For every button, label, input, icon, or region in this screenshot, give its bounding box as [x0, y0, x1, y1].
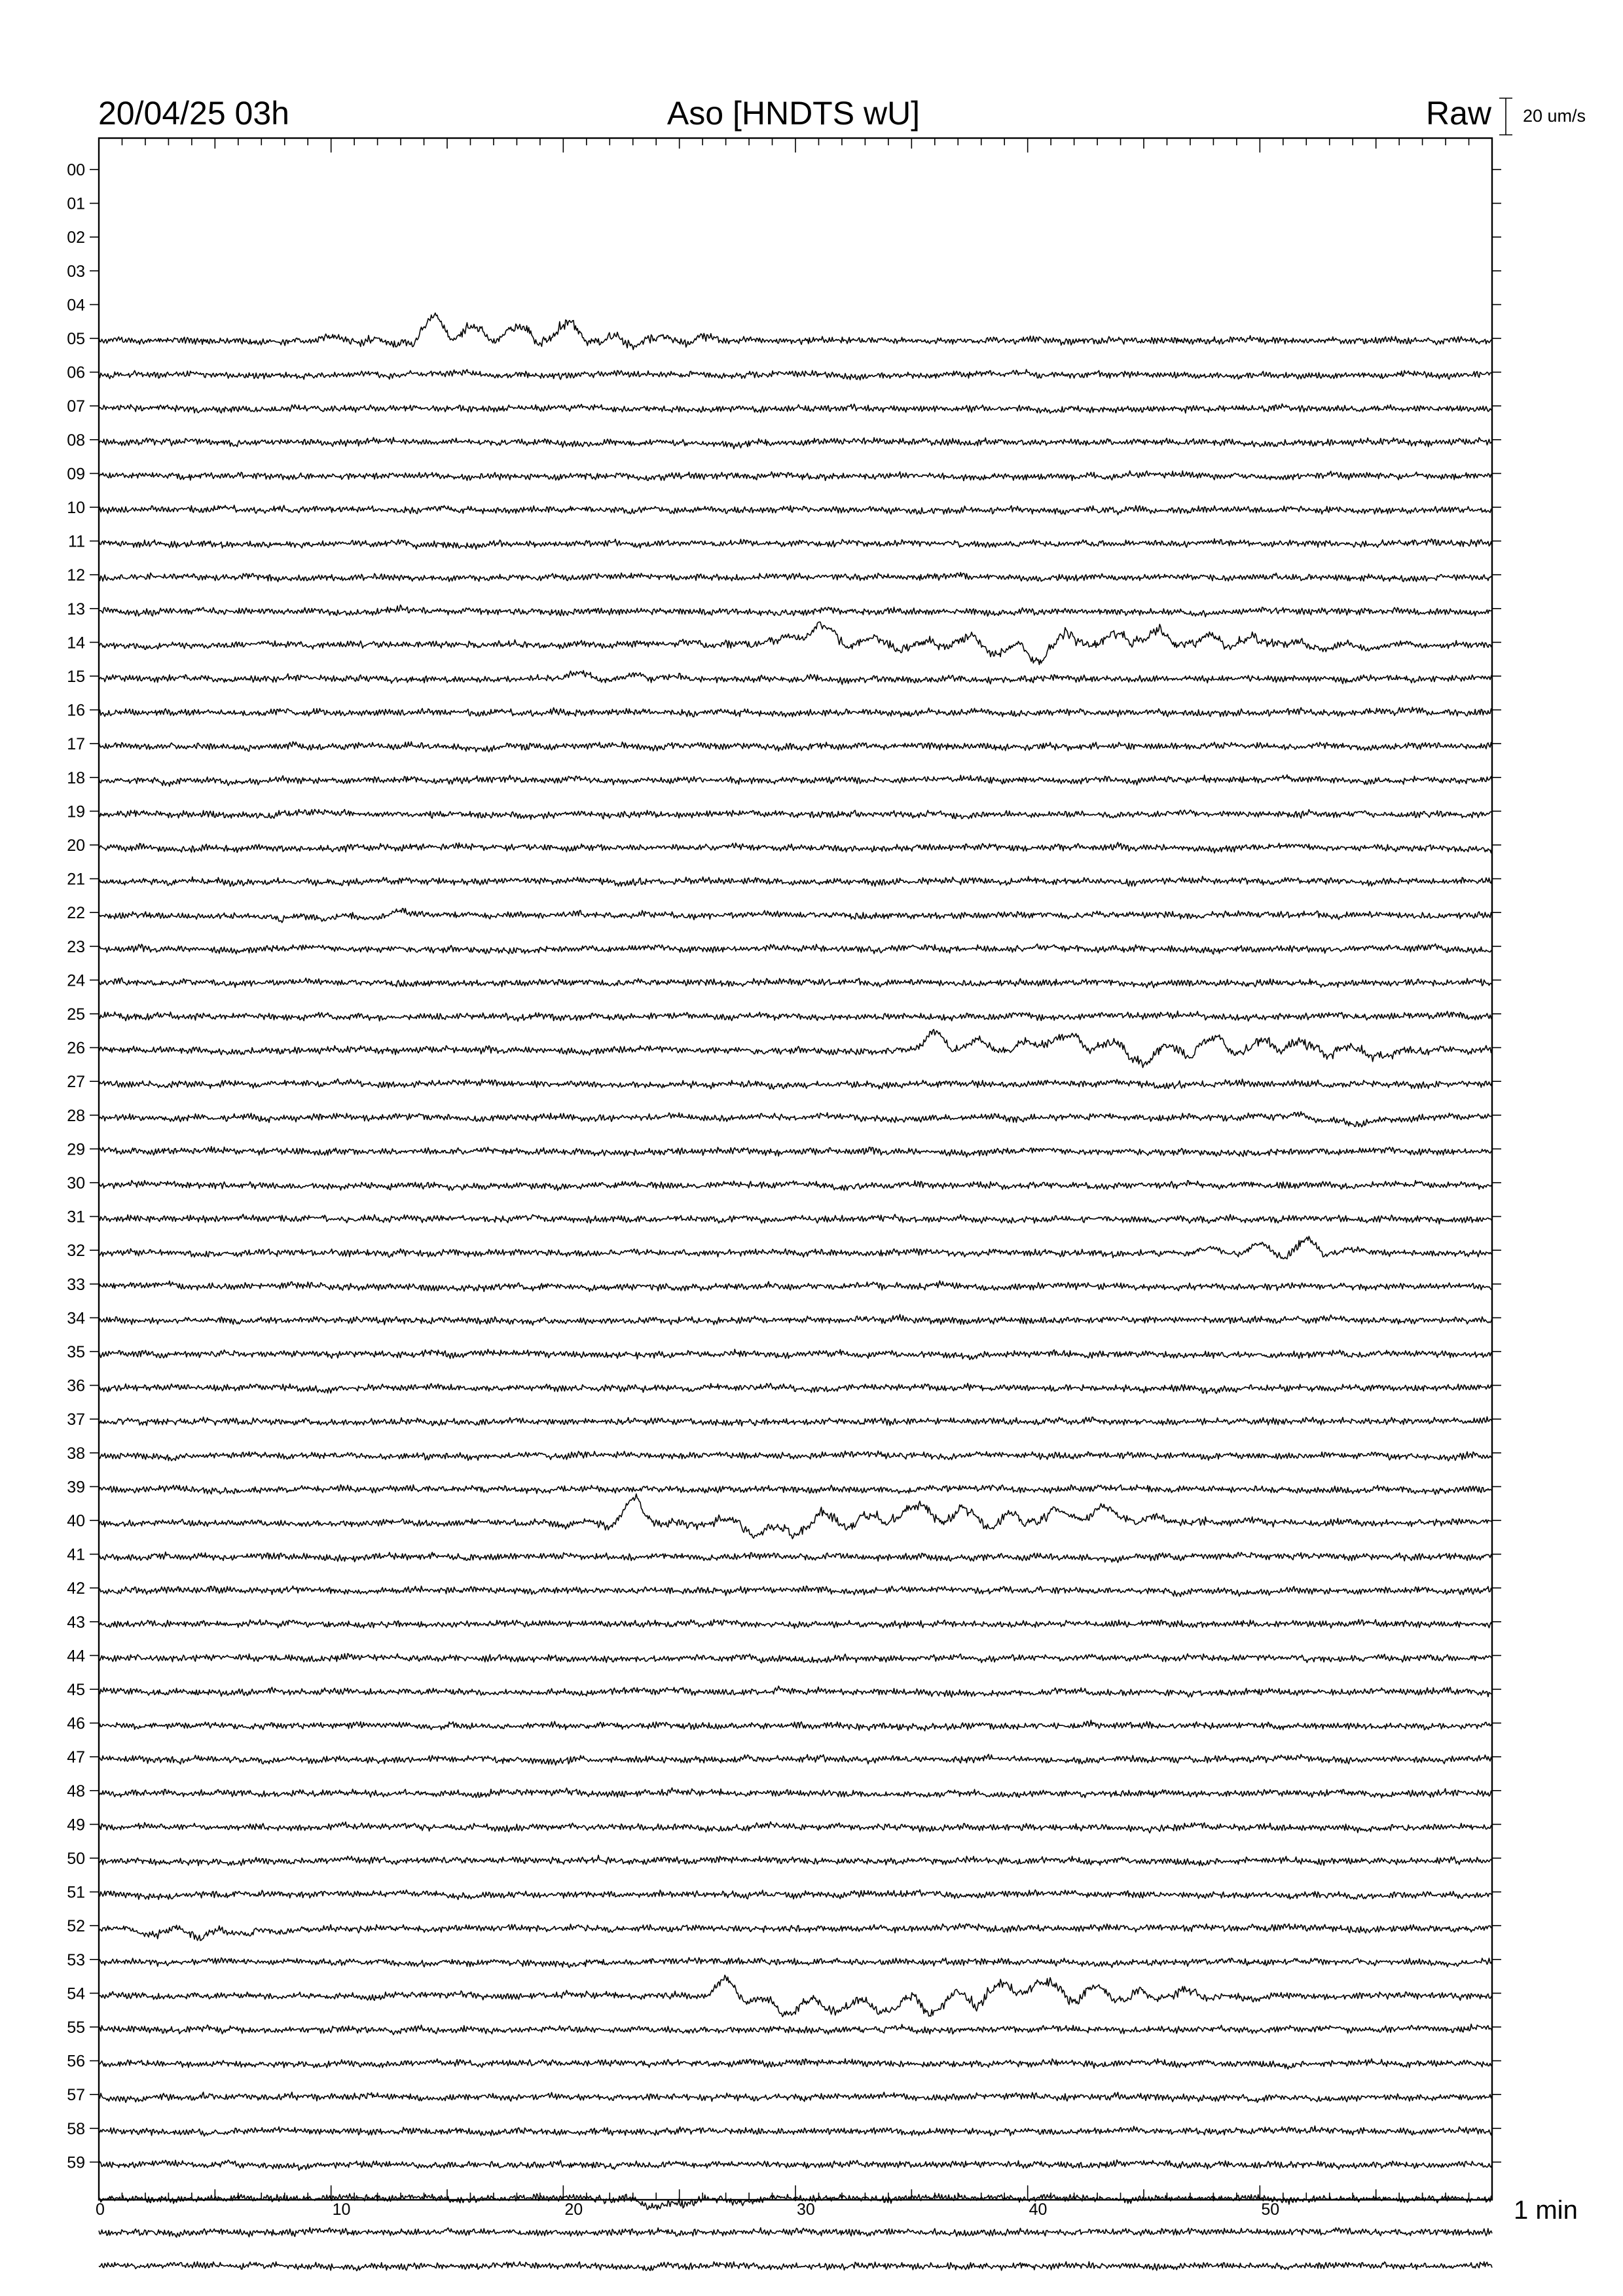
- row-label: 24: [67, 971, 85, 990]
- row-label: 12: [67, 566, 85, 585]
- x-tick-label: 40: [1029, 2200, 1048, 2219]
- row-label: 56: [67, 2052, 85, 2071]
- row-label: 21: [67, 870, 85, 889]
- trace-line: [99, 1958, 1492, 1967]
- trace-line: [99, 1383, 1492, 1393]
- trace-line: [99, 1720, 1492, 1731]
- trace-line: [99, 1030, 1492, 1067]
- row-label: 25: [67, 1005, 85, 1024]
- row-label: 28: [67, 1106, 85, 1125]
- x-tick-label: 50: [1261, 2200, 1280, 2219]
- trace-line: [99, 573, 1492, 582]
- row-label: 04: [67, 296, 85, 315]
- trace-line: [99, 1586, 1492, 1596]
- x-tick-label: 30: [797, 2200, 815, 2219]
- row-label: 18: [67, 768, 85, 787]
- row-label: 48: [67, 1782, 85, 1801]
- trace-line: [99, 404, 1492, 414]
- row-label: 36: [67, 1376, 85, 1395]
- trace-line: [99, 539, 1492, 549]
- row-label: 02: [67, 228, 85, 247]
- row-label: 39: [67, 1478, 85, 1497]
- trace-line: [99, 1653, 1492, 1662]
- trace-line: [99, 1788, 1492, 1799]
- row-label: 00: [67, 161, 85, 179]
- trace-line: [99, 978, 1492, 988]
- tick-marks: [90, 138, 1501, 2200]
- row-label: 45: [67, 1681, 85, 1699]
- row-label: 41: [67, 1545, 85, 1564]
- trace-line: [99, 1314, 1492, 1325]
- trace-line: [99, 1754, 1492, 1765]
- row-label: 13: [67, 600, 85, 619]
- trace-line: [99, 1856, 1492, 1866]
- trace-line: [99, 2024, 1492, 2035]
- plot-frame: [99, 138, 1492, 2200]
- row-label: 40: [67, 1512, 85, 1530]
- row-label: 34: [67, 1309, 85, 1328]
- trace-line: [99, 1181, 1492, 1191]
- trace-line: [99, 1011, 1492, 1022]
- trace-line: [99, 2126, 1492, 2136]
- row-label: 38: [67, 1444, 85, 1463]
- row-label: 32: [67, 1242, 85, 1261]
- row-label: 42: [67, 1579, 85, 1598]
- trace-line: [99, 1494, 1492, 1539]
- row-label: 55: [67, 2018, 85, 2037]
- row-label: 26: [67, 1039, 85, 1058]
- trace-line: [99, 671, 1492, 685]
- trace-line: [99, 2160, 1492, 2170]
- row-label: 15: [67, 668, 85, 686]
- row-label: 49: [67, 1816, 85, 1835]
- trace-line: [99, 605, 1492, 617]
- row-label: 17: [67, 735, 85, 754]
- trace-line: [99, 1552, 1492, 1562]
- row-label: 07: [67, 397, 85, 416]
- trace-line: [99, 1236, 1492, 1259]
- trace-line: [99, 471, 1492, 480]
- x-tick-label: 10: [332, 2200, 351, 2219]
- trace-line: [99, 505, 1492, 515]
- trace-line: [99, 1349, 1492, 1359]
- trace-line: [99, 1975, 1492, 2017]
- row-label: 10: [67, 499, 85, 517]
- trace-line: [99, 1485, 1492, 1495]
- row-label: 35: [67, 1343, 85, 1361]
- trace-line: [99, 2058, 1492, 2069]
- row-label: 03: [67, 262, 85, 281]
- trace-line: [99, 1111, 1492, 1126]
- trace-line: [99, 1147, 1492, 1157]
- row-label: 11: [68, 532, 85, 551]
- row-label: 09: [67, 465, 85, 484]
- row-label: 33: [67, 1275, 85, 1294]
- header-mode: Raw: [1425, 95, 1491, 132]
- row-label: 43: [67, 1613, 85, 1632]
- row-label: 19: [67, 802, 85, 821]
- trace-line: [99, 775, 1492, 787]
- row-label: 57: [67, 2086, 85, 2105]
- trace-line: [99, 842, 1492, 853]
- row-label: 53: [67, 1950, 85, 1969]
- header-station: Aso [HNDTS wU]: [666, 95, 921, 132]
- row-label: 46: [67, 1714, 85, 1733]
- row-label: 14: [67, 634, 85, 653]
- row-label: 23: [67, 937, 85, 956]
- header-datetime: 20/04/25 03h: [98, 95, 289, 132]
- row-label: 05: [67, 330, 85, 348]
- row-label: 16: [67, 701, 85, 720]
- trace-line: [99, 1417, 1492, 1426]
- trace-line: [99, 2227, 1492, 2237]
- row-label: 44: [67, 1647, 85, 1666]
- row-label: 29: [67, 1140, 85, 1159]
- row-label: 27: [67, 1073, 85, 1092]
- row-label: 51: [67, 1883, 85, 1902]
- trace-line: [99, 2262, 1492, 2271]
- row-label: 37: [67, 1410, 85, 1429]
- row-label: 31: [67, 1208, 85, 1227]
- trace-line: [99, 742, 1492, 752]
- trace-line: [99, 876, 1492, 886]
- row-label: 30: [67, 1174, 85, 1193]
- trace-line: [99, 1924, 1492, 1941]
- x-tick-label: 20: [564, 2200, 583, 2219]
- row-label: 06: [67, 363, 85, 382]
- trace-line: [99, 437, 1492, 448]
- row-labels: [67, 161, 85, 2172]
- row-label: 01: [67, 194, 85, 213]
- scale-label: 20 um/s: [1523, 106, 1586, 126]
- trace-line: [99, 622, 1492, 664]
- row-label: 58: [67, 2119, 85, 2138]
- row-label: 20: [67, 836, 85, 855]
- traces: [99, 313, 1492, 2270]
- trace-line: [99, 1079, 1492, 1090]
- row-label: 47: [67, 1748, 85, 1767]
- x-axis-label: 1 min: [1514, 2196, 1578, 2225]
- x-tick-label: 0: [96, 2200, 105, 2219]
- trace-line: [99, 2092, 1492, 2103]
- row-label: 59: [67, 2153, 85, 2172]
- row-label: 22: [67, 904, 85, 923]
- trace-line: [99, 944, 1492, 954]
- trace-line: [99, 1686, 1492, 1697]
- trace-line: [99, 908, 1492, 923]
- trace-line: [99, 313, 1492, 350]
- trace-line: [99, 369, 1492, 380]
- trace-line: [99, 1890, 1492, 1899]
- trace-line: [99, 1451, 1492, 1461]
- trace-line: [99, 1619, 1492, 1628]
- row-label: 08: [67, 431, 85, 450]
- trace-line: [99, 1281, 1492, 1292]
- row-label: 52: [67, 1917, 85, 1936]
- scale-bar: [1499, 98, 1512, 135]
- trace-line: [99, 810, 1492, 819]
- trace-line: [99, 1821, 1492, 1833]
- row-label: 50: [67, 1850, 85, 1868]
- trace-line: [99, 707, 1492, 717]
- trace-line: [99, 1214, 1492, 1224]
- row-label: 54: [67, 1984, 85, 2003]
